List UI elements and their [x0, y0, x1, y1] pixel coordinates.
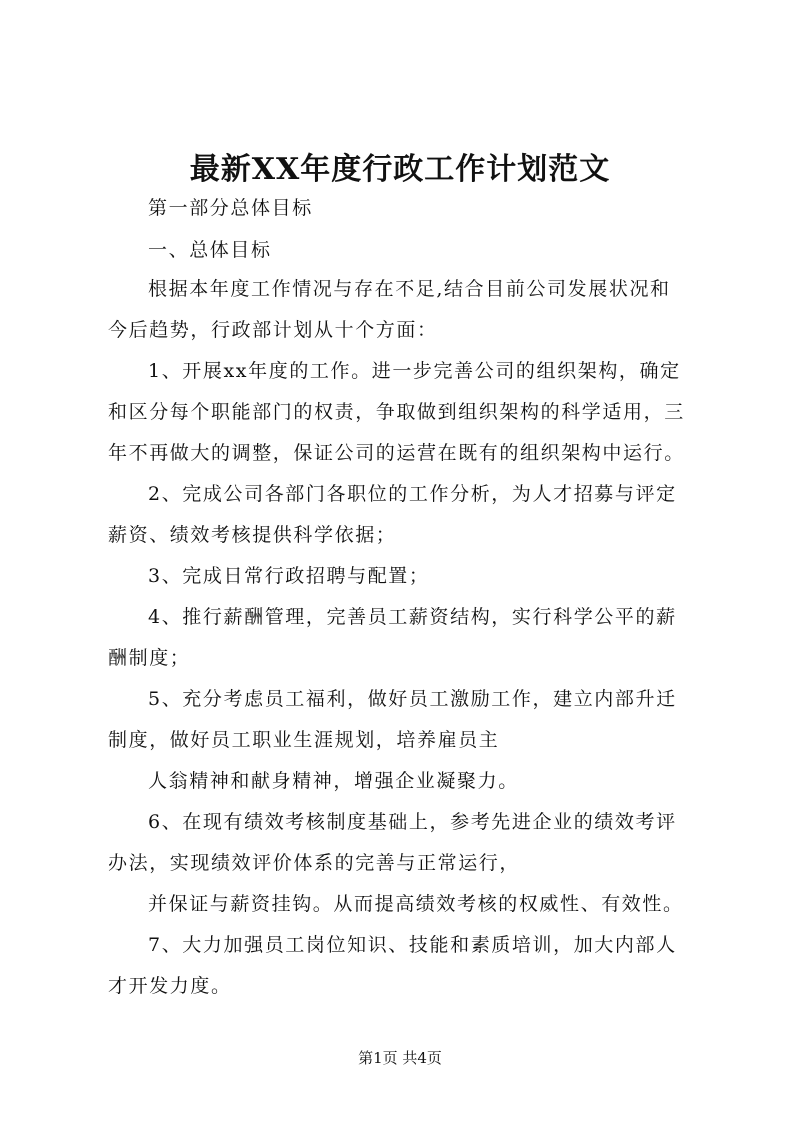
list-item-7-line: 7、大力加强员工岗位知识、技能和素质培训，加大内部人 [148, 934, 677, 956]
list-item-1-line: 年不再做大的调整，保证公司的运营在既有的组织架构中运行。 [108, 442, 685, 464]
page-number-footer: 第1页 共4页 [358, 1049, 442, 1067]
paragraph-line: 今后趋势，行政部计划从十个方面： [108, 319, 438, 341]
list-item-6-line: 并保证与薪资挂钩。从而提高绩效考核的权威性、有效性。 [148, 893, 684, 915]
list-item-2-line: 2、完成公司各部门各职位的工作分析，为人才招募与评定 [148, 483, 677, 505]
list-item-4-line: 4、推行薪酬管理，完善员工薪资结构，实行科学公平的薪 [148, 606, 677, 628]
subsection-heading: 一、总体目标 [148, 239, 272, 261]
paragraph-line: 根据本年度工作情况与存在不足,结合目前公司发展状况和 [148, 278, 671, 300]
list-item-1-line: 和区分每个职能部门的权责，争取做到组织架构的科学适用，三 [108, 401, 685, 423]
list-item-6-line: 6、在现有绩效考核制度基础上，参考先进企业的绩效考评 [148, 811, 677, 833]
list-item-3-line: 3、完成日常行政招聘与配置； [148, 565, 430, 587]
list-item-5-line: 人翁精神和献身精神，增强企业凝聚力。 [148, 770, 519, 792]
list-item-5-line: 5、充分考虑员工福利，做好员工激励工作，建立内部升迁 [148, 688, 677, 710]
list-item-5-line: 制度，做好员工职业生涯规划，培养雇员主 [108, 729, 500, 751]
list-item-6-line: 办法，实现绩效评价体系的完善与正常运行， [108, 852, 521, 874]
section-heading: 第一部分总体目标 [148, 197, 313, 219]
document-title: 最新XX年度行政工作计划范文 [189, 152, 611, 187]
list-item-2-line: 薪资、绩效考核提供科学依据； [108, 524, 397, 546]
list-item-7-line: 才开发力度。 [108, 975, 232, 997]
list-item-1-line: 1、开展xx年度的工作。进一步完善公司的组织架构，确定 [148, 360, 681, 382]
list-item-4-line: 酬制度； [108, 647, 191, 669]
